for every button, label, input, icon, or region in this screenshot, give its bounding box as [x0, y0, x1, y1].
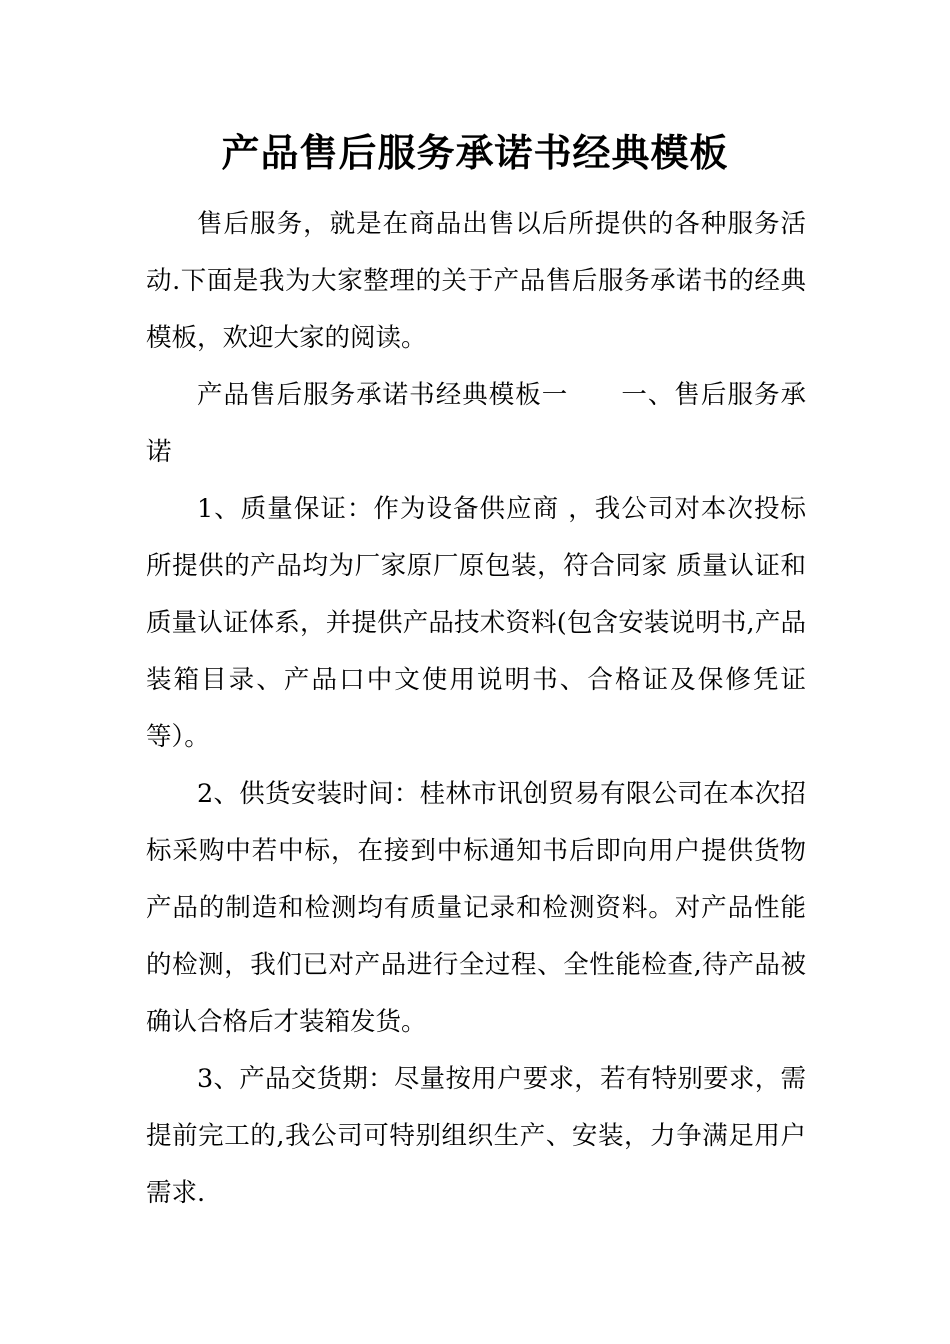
template-heading: 产品售后服务承诺书经典模板一: [197, 380, 569, 410]
document-title: 产品售后服务承诺书经典模板: [221, 130, 729, 175]
section-heading-paragraph: [146, 367, 806, 481]
delivery-installation-paragraph: 2、供货安装时间：桂林市讯创贸易有限公司在本次招标采购中若中标，在接到中标通知书后即向用户提供货物产品的制造和检测均有质量记录和检测资料。对产品性能的检测，我们已对产品进行全过程、全性能检查,待产品被确认合格后才装箱发货。: [146, 779, 806, 1037]
intro-paragraph: 售后服务，就是在商品出售以后所提供的各种服务活动.下面是我为大家整理的关于产品售后服务承诺书的经典模板，欢迎大家的阅读。: [146, 209, 806, 353]
document-body: [146, 196, 806, 1222]
delivery-period-paragraph: 3、产品交货期：尽量按用户要求，若有特别要求，需提前完工的,我公司可特别组织生产、安装，力争满足用户需求.: [146, 1064, 806, 1208]
quality-guarantee-paragraph: 1、质量保证：作为设备供应商 ，我公司对本次投标所提供的产品均为厂家原厂原包装，符合同家 质量认证和质量认证体系，并提供产品技术资料(包含安装说明书,产品装箱目录、产品口中文使用说明书、合格证及保修凭证等）。: [146, 494, 806, 752]
section-heading: 一、售后服务承诺: [146, 380, 806, 467]
